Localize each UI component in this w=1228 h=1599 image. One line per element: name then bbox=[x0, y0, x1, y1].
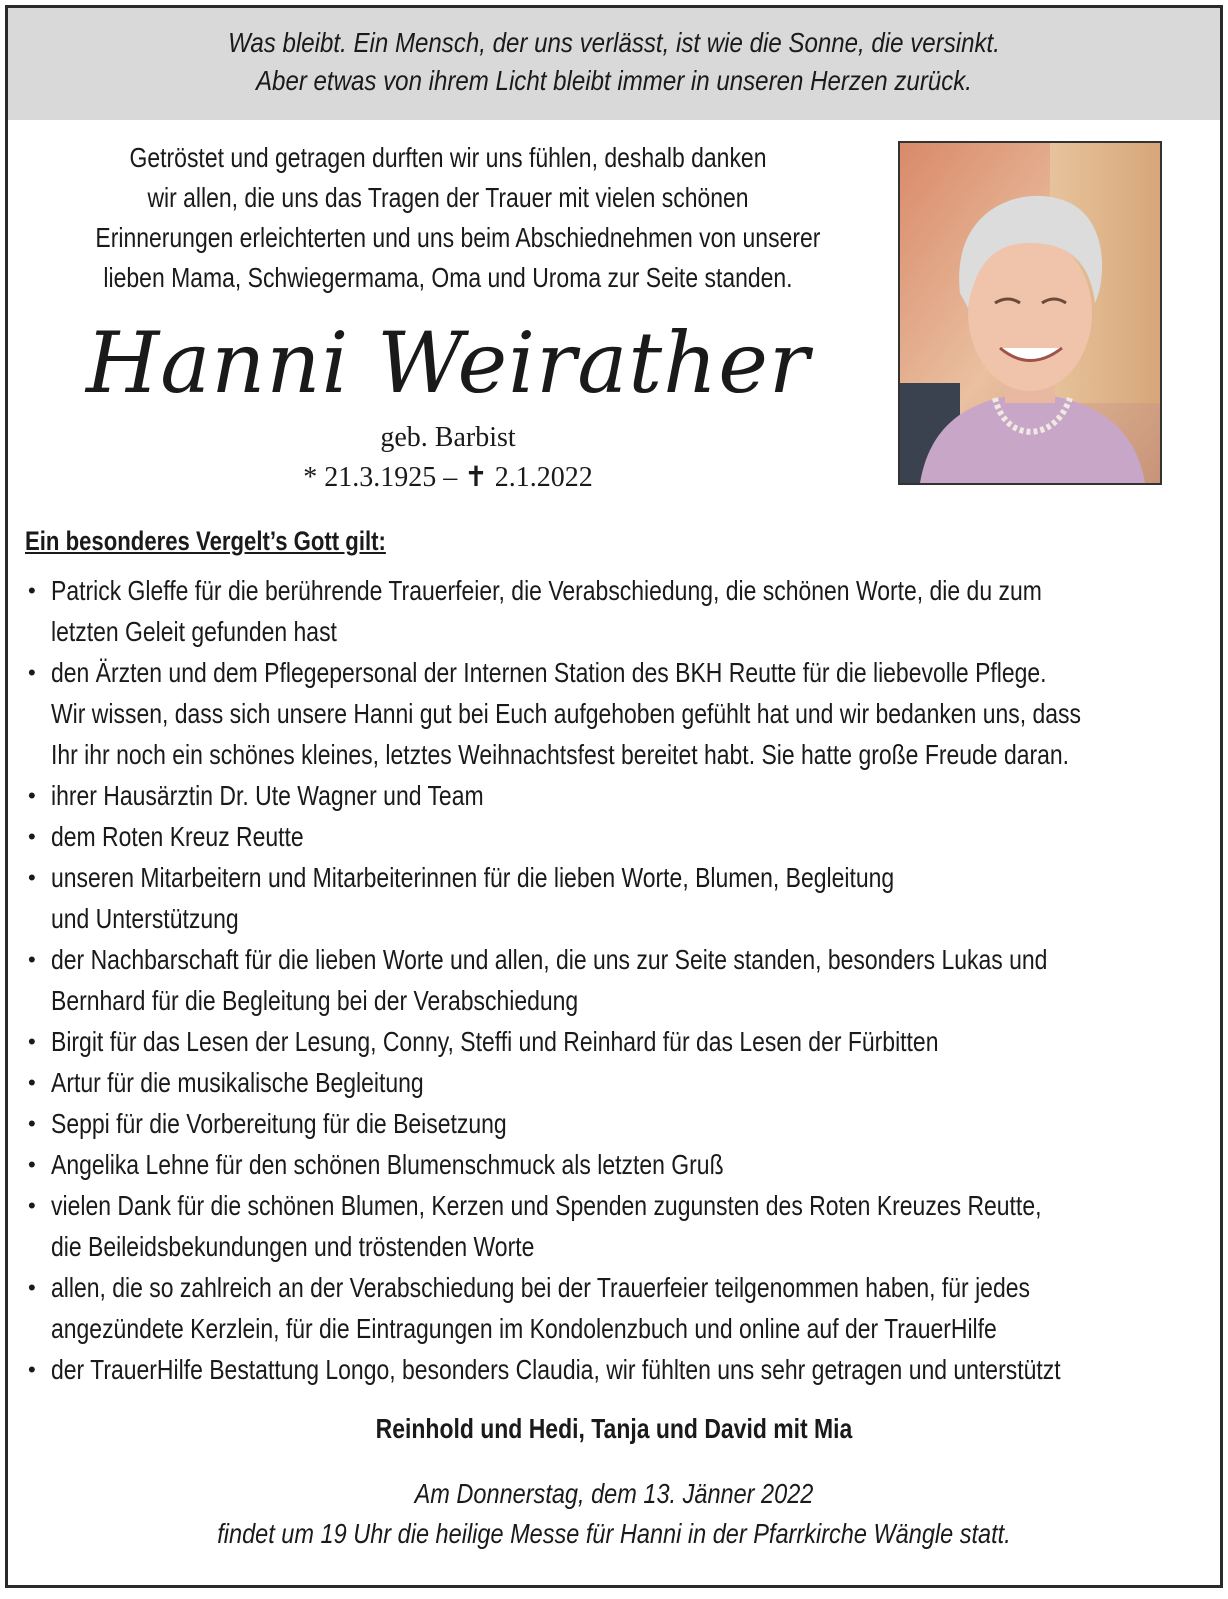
bullet-icon: • bbox=[28, 783, 36, 808]
thanks-list-item bbox=[25, 1185, 1215, 1267]
signature bbox=[8, 1410, 1220, 1448]
thanks-item-line: Angelika Lehne für den schönen Blumenschmuck als letzten Gruß bbox=[51, 1149, 724, 1180]
thanks-list-item bbox=[25, 1062, 1215, 1103]
thanks-item-line: Artur für die musikalische Begleitung bbox=[51, 1067, 424, 1098]
thanks-list-item bbox=[25, 857, 1215, 939]
thanks-list-item bbox=[25, 816, 1215, 857]
thanks-item-line: Ihr ihr noch ein schönes kleines, letztes Weihnachtsfest bereitet habt. Sie hatte große Freude daran. bbox=[51, 739, 1070, 770]
thanks-list bbox=[25, 570, 1215, 1390]
quote-band bbox=[8, 8, 1220, 120]
thanks-list-item bbox=[25, 775, 1215, 816]
thanks-item-line: angezündete Kerzlein, für die Eintragungen im Kondolenzbuch und online auf der TrauerHilfe bbox=[51, 1313, 997, 1344]
thanks-item-line: Patrick Gleffe für die berührende Trauerfeier, die Verabschiedung, die schönen Worte, die du zum bbox=[51, 575, 1042, 606]
intro-line-1: Getröstet und getragen durften wir uns fühlen, deshalb danken bbox=[129, 142, 767, 173]
maiden-name: geb. Barbist bbox=[380, 422, 516, 453]
thanks-list-item bbox=[25, 1021, 1215, 1062]
life-dates bbox=[248, 460, 648, 496]
bullet-icon: • bbox=[28, 947, 36, 972]
thanks-item-line: die Beileidsbekundungen und tröstenden Worte bbox=[51, 1231, 535, 1262]
mass-notice-line-2: findet um 19 Uhr die heilige Messe für Hanni in der Pfarrkirche Wängle statt. bbox=[217, 1518, 1011, 1549]
quote-line-2: Aber etwas von ihrem Licht bleibt immer in unseren Herzen zurück. bbox=[255, 65, 973, 96]
thanks-item-line: vielen Dank für die schönen Blumen, Kerzen und Spenden zugunsten des Roten Kreuzes Reutte, bbox=[51, 1190, 1042, 1221]
thanks-item-line: letzten Geleit gefunden hast bbox=[51, 616, 337, 647]
thanks-list-item bbox=[25, 1103, 1215, 1144]
thanks-item-line: Wir wissen, dass sich unsere Hanni gut bei Euch aufgehoben gefühlt hat und wir bedanken uns, dass bbox=[51, 698, 1082, 729]
thanks-item-line: den Ärzten und dem Pflegepersonal der Internen Station des BKH Reutte für die liebevolle Pflege. bbox=[51, 657, 1047, 688]
bullet-icon: • bbox=[28, 1275, 36, 1300]
portrait-photo bbox=[898, 141, 1162, 485]
bullet-icon: • bbox=[28, 1152, 36, 1177]
bullet-icon: • bbox=[28, 824, 36, 849]
thanks-list-item bbox=[25, 652, 1215, 775]
intro-text bbox=[18, 138, 878, 298]
thanks-item-line: Birgit für das Lesen der Lesung, Conny, Steffi und Reinhard für das Lesen der Fürbitten bbox=[51, 1026, 939, 1057]
thanks-item-line: der TrauerHilfe Bestattung Longo, besonders Claudia, wir fühlten uns sehr getragen und unterstützt bbox=[51, 1354, 1061, 1385]
bullet-icon: • bbox=[28, 1070, 36, 1095]
thanks-item-line: allen, die so zahlreich an der Verabschiedung bei der Trauerfeier teilgenommen haben, für jedes bbox=[51, 1272, 1030, 1303]
bullet-icon: • bbox=[28, 1357, 36, 1382]
signature-text: Reinhold und Hedi, Tanja und David mit Mia bbox=[375, 1413, 853, 1444]
mass-notice bbox=[8, 1474, 1220, 1554]
birth-date: * 21.3.1925 bbox=[303, 462, 437, 493]
intro-line-2: wir allen, die uns das Tragen der Trauer mit vielen schönen bbox=[147, 182, 749, 213]
bullet-icon: • bbox=[28, 578, 36, 603]
bullet-icon: • bbox=[28, 865, 36, 890]
thanks-item-line: Seppi für die Vorbereitung für die Beisetzung bbox=[51, 1108, 507, 1139]
obituary-card bbox=[5, 5, 1223, 1588]
bullet-icon: • bbox=[28, 1111, 36, 1136]
thanks-item-line: ihrer Hausärztin Dr. Ute Wagner und Team bbox=[51, 780, 484, 811]
thanks-list-item bbox=[25, 1349, 1215, 1390]
thanks-item-line: und Unterstützung bbox=[51, 903, 239, 934]
thanks-list-item bbox=[25, 1267, 1215, 1349]
date-separator: – bbox=[443, 462, 458, 493]
thanks-heading: Ein besonderes Vergelt’s Gott gilt: bbox=[25, 526, 386, 556]
quote-line-1: Was bleibt. Ein Mensch, der uns verlässt, ist wie die Sonne, die versinkt. bbox=[228, 27, 1000, 58]
thanks-list-item bbox=[25, 570, 1215, 652]
bullet-icon: • bbox=[28, 1193, 36, 1218]
portrait-image bbox=[900, 143, 1160, 483]
intro-line-4: lieben Mama, Schwiegermama, Oma und Uroma zur Seite standen. bbox=[103, 262, 793, 293]
deceased-name: Hanni Weirather bbox=[85, 314, 811, 412]
thanks-list-item bbox=[25, 1144, 1215, 1185]
thanks-item-line: der Nachbarschaft für die lieben Worte und allen, die uns zur Seite standen, besonders Lukas und bbox=[51, 944, 1048, 975]
thanks-item-line: unseren Mitarbeitern und Mitarbeiterinnen für die lieben Worte, Blumen, Begleitung bbox=[51, 862, 895, 893]
death-date: 2.1.2022 bbox=[494, 462, 593, 493]
bullet-icon: • bbox=[28, 1029, 36, 1054]
thanks-list-item bbox=[25, 939, 1215, 1021]
thanks-item-line: Bernhard für die Begleitung bei der Verabschiedung bbox=[51, 985, 579, 1016]
cross-icon: ✝ bbox=[464, 462, 488, 493]
mass-notice-line-1: Am Donnerstag, dem 13. Jänner 2022 bbox=[414, 1478, 814, 1509]
bullet-icon: • bbox=[28, 660, 36, 685]
thanks-item-line: dem Roten Kreuz Reutte bbox=[51, 821, 304, 852]
intro-line-3: Erinnerungen erleichterten und uns beim Abschiednehmen von unserer bbox=[95, 222, 821, 253]
